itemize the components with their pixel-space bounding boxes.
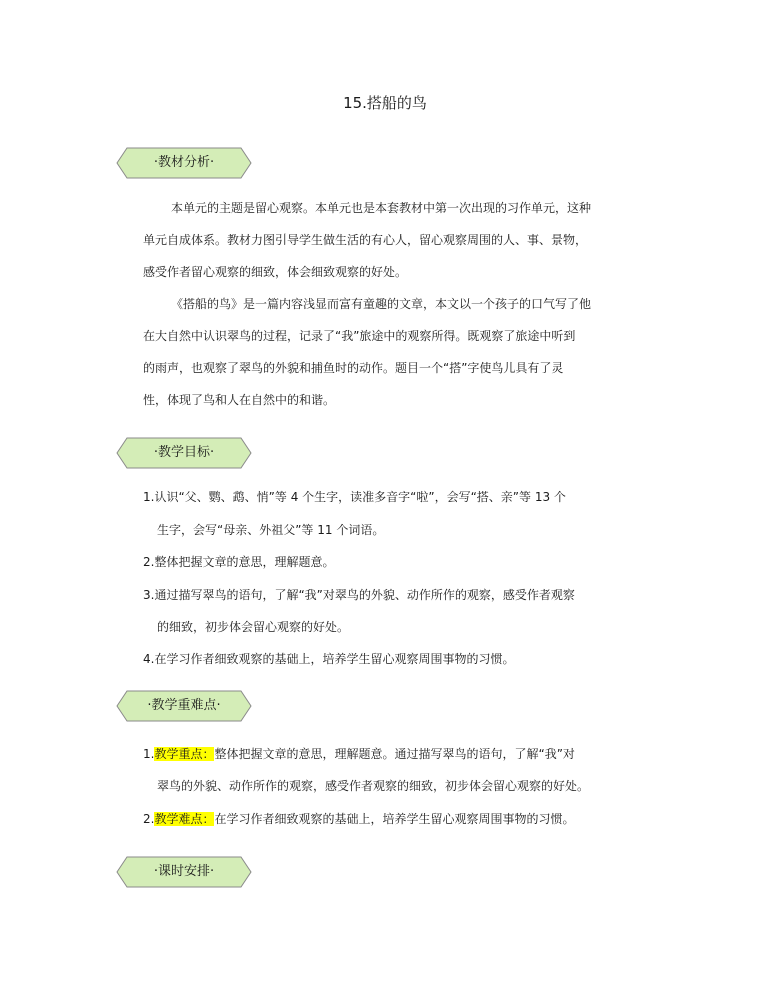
page-title: 15.搭船的鸟 [343, 94, 427, 112]
keypoint-item-1-number: 1. [143, 747, 155, 761]
keypoint-item-1 [143, 744, 575, 764]
goals-line-6: 4.在学习作者细致观察的基础上，培养学生留心观察周围事物的习惯。 [143, 652, 515, 666]
keypoint-item-1-tag: 教学重点： [154, 747, 215, 761]
keypoint-item-1-text: 整体把握文章的意思，理解题意。通过描写翠鸟的语句，了解“我”对 [214, 747, 575, 761]
section-label-analysis: ·教材分析· [153, 155, 215, 170]
goals-line-5: 的细致，初步体会留心观察的好处。 [157, 620, 350, 634]
analysis-line-4: 《搭船的鸟》是一篇内容浅显而富有童趣的文章，本文以一个孩子的口气写了他 [171, 297, 592, 311]
section-label-schedule: ·课时安排· [153, 864, 215, 879]
goals-line-4: 3.通过描写翠鸟的语句，了解“我”对翠鸟的外貌、动作所作的观察，感受作者观察 [143, 588, 575, 602]
keypoint-item-2-text: 在学习作者细致观察的基础上，培养学生留心观察周围事物的习惯。 [214, 812, 575, 826]
keypoint-item-2-tag: 教学难点： [154, 812, 215, 826]
analysis-line-3: 感受作者留心观察的细致，体会细致观察的好处。 [143, 265, 408, 279]
keypoint-item-2 [143, 809, 574, 829]
goals-line-1: 1.认识“父、鹦、鹉、悄”等 4 个生字，读准多音字“啦”，会写“搭、亲”等 13 个 [143, 490, 566, 504]
keypoint-item-1-continuation: 翠鸟的外貌、动作所作的观察，感受作者观察的细致，初步体会留心观察的好处。 [157, 779, 590, 793]
analysis-line-2: 单元自成体系。教材力图引导学生做生活的有心人，留心观察周围的人、事、景物， [143, 233, 588, 247]
goals-line-2: 生字，会写“母亲、外祖父”等 11 个词语。 [157, 523, 385, 537]
analysis-line-1: 本单元的主题是留心观察。本单元也是本套教材中第一次出现的习作单元，这种 [171, 201, 592, 215]
section-label-keypoints: ·教学重难点· [147, 698, 221, 713]
keypoint-item-2-number: 2. [143, 812, 155, 826]
section-label-goals: ·教学目标· [153, 445, 215, 460]
goals-line-3: 2.整体把握文章的意思，理解题意。 [143, 555, 335, 569]
analysis-line-7: 性，体现了鸟和人在自然中的和谐。 [143, 393, 336, 407]
analysis-line-5: 在大自然中认识翠鸟的过程，记录了“我”旅途中的观察所得。既观察了旅途中听到 [143, 329, 576, 343]
analysis-line-6: 的雨声，也观察了翠鸟的外貌和捕鱼时的动作。题目一个“搭”字使鸟儿具有了灵 [143, 361, 564, 375]
